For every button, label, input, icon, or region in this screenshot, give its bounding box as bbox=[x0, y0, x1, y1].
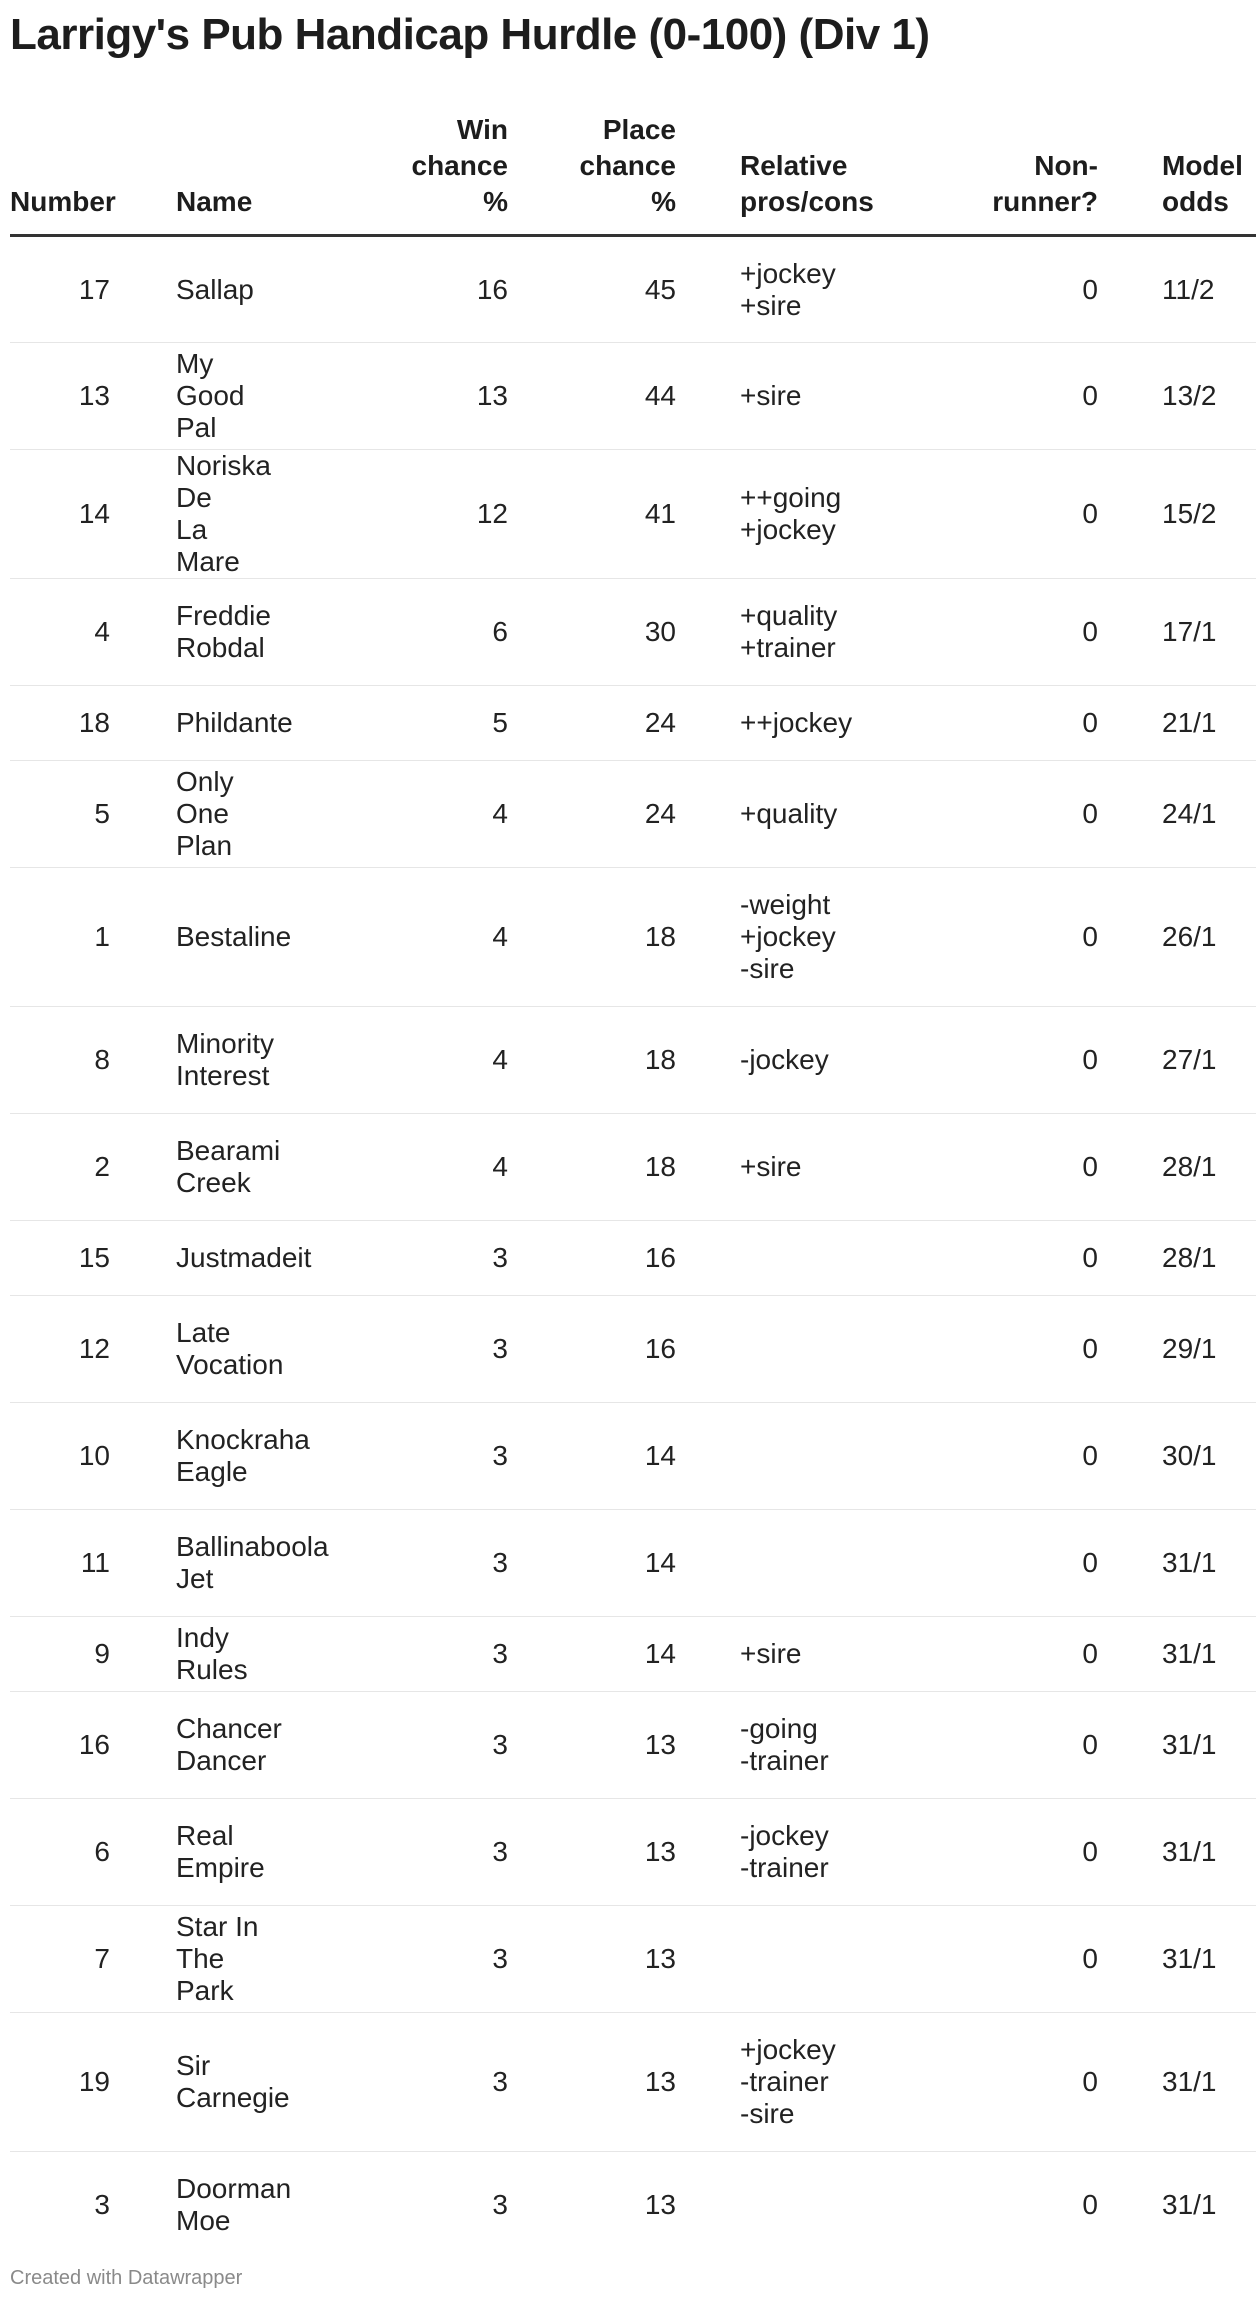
cell-odds: 13/2 bbox=[1098, 343, 1256, 450]
cell-number: 17 bbox=[10, 236, 130, 343]
cell-nonrunner: 0 bbox=[908, 1617, 1098, 1692]
table-row bbox=[10, 761, 1256, 868]
cell-pros: +quality bbox=[676, 761, 908, 868]
cell-number: 9 bbox=[10, 1617, 130, 1692]
cell-number: 19 bbox=[10, 2013, 130, 2152]
cell-name: Bearami Creek bbox=[130, 1114, 276, 1221]
cell-nonrunner: 0 bbox=[908, 579, 1098, 686]
table-row bbox=[10, 2152, 1256, 2259]
cell-odds: 28/1 bbox=[1098, 1221, 1256, 1296]
cell-name: Freddie Robdal bbox=[130, 579, 276, 686]
table-row bbox=[10, 343, 1256, 450]
col-header-place: Place chance % bbox=[508, 112, 676, 236]
cell-win: 4 bbox=[276, 868, 508, 1007]
cell-name: Sallap bbox=[130, 236, 276, 343]
cell-nonrunner: 0 bbox=[908, 686, 1098, 761]
cell-number: 13 bbox=[10, 343, 130, 450]
col-header-win: Win chance % bbox=[276, 112, 508, 236]
cell-nonrunner: 0 bbox=[908, 1114, 1098, 1221]
cell-pros: +sire bbox=[676, 1114, 908, 1221]
cell-place: 30 bbox=[508, 579, 676, 686]
cell-place: 24 bbox=[508, 686, 676, 761]
cell-name: Minority Interest bbox=[130, 1007, 276, 1114]
cell-place: 13 bbox=[508, 1799, 676, 1906]
results-table bbox=[10, 112, 1256, 2259]
cell-odds: 31/1 bbox=[1098, 1510, 1256, 1617]
cell-name: Doorman Moe bbox=[176, 2173, 292, 2237]
cell-pros: +jockey +sire bbox=[676, 236, 908, 343]
cell-odds: 31/1 bbox=[1098, 1692, 1256, 1799]
table-row bbox=[10, 450, 1256, 579]
cell-place: 18 bbox=[508, 868, 676, 1007]
cell-name: Ballinaboola Jet bbox=[130, 1510, 276, 1617]
cell-pros: +sire bbox=[676, 1617, 908, 1692]
cell-number: 11 bbox=[10, 1510, 130, 1617]
cell-pros: +quality +trainer bbox=[676, 579, 908, 686]
cell-pros: -jockey -trainer bbox=[676, 1799, 908, 1906]
cell-place: 16 bbox=[508, 1221, 676, 1296]
cell-nonrunner: 0 bbox=[908, 2013, 1098, 2152]
cell-win: 12 bbox=[276, 450, 508, 579]
cell-win: 3 bbox=[276, 2013, 508, 2152]
cell-nonrunner: 0 bbox=[908, 1510, 1098, 1617]
col-header-odds: Model odds bbox=[1098, 112, 1256, 236]
cell-place: 14 bbox=[508, 1510, 676, 1617]
cell-pros bbox=[676, 1510, 908, 1617]
table-row bbox=[10, 1221, 1256, 1296]
table-row bbox=[10, 1296, 1256, 1403]
cell-odds: 26/1 bbox=[1098, 868, 1256, 1007]
cell-name: Only One Plan bbox=[130, 761, 276, 868]
cell-win: 3 bbox=[276, 1799, 508, 1906]
cell-name: Indy Rules bbox=[130, 1617, 276, 1692]
cell-name: Bestaline bbox=[130, 868, 276, 1007]
cell-number: 12 bbox=[10, 1296, 130, 1403]
cell-pros bbox=[676, 1221, 908, 1296]
cell-odds: 28/1 bbox=[1098, 1114, 1256, 1221]
header-row bbox=[10, 112, 1256, 236]
col-header-nonrunner: Non- runner? bbox=[908, 112, 1098, 236]
cell-pros: +jockey -trainer -sire bbox=[676, 2013, 908, 2152]
table-row bbox=[10, 1617, 1256, 1692]
col-header-name: Name bbox=[130, 112, 276, 236]
cell-pros bbox=[676, 1296, 908, 1403]
cell-odds: 30/1 bbox=[1098, 1403, 1256, 1510]
table-title: Larrigy's Pub Handicap Hurdle (0-100) (Div 1) bbox=[10, 10, 930, 59]
cell-odds: 21/1 bbox=[1098, 686, 1256, 761]
table-row bbox=[10, 579, 1256, 686]
cell-name: Real Empire bbox=[130, 1799, 276, 1906]
cell-odds: 24/1 bbox=[1098, 761, 1256, 868]
cell-number: 18 bbox=[10, 686, 130, 761]
table-row bbox=[10, 236, 1256, 343]
cell-win: 3 bbox=[276, 1692, 508, 1799]
cell-win: 6 bbox=[276, 579, 508, 686]
cell-pros: ++jockey bbox=[676, 686, 908, 761]
cell-win: 3 bbox=[276, 1510, 508, 1617]
cell-nonrunner: 0 bbox=[908, 1403, 1098, 1510]
cell-odds: 29/1 bbox=[1098, 1296, 1256, 1403]
cell-nonrunner: 0 bbox=[908, 868, 1098, 1007]
cell-number: 1 bbox=[10, 868, 130, 1007]
cell-name: Noriska De La Mare bbox=[130, 450, 276, 579]
cell-place: 16 bbox=[508, 1296, 676, 1403]
col-header-pros: Relative pros/cons bbox=[676, 112, 908, 236]
cell-number: 14 bbox=[10, 450, 130, 579]
cell-number: 10 bbox=[10, 1403, 130, 1510]
col-header-number: Number bbox=[10, 112, 130, 236]
cell-pros: -going -trainer bbox=[676, 1692, 908, 1799]
table-body bbox=[10, 236, 1256, 2259]
cell-name: My Good Pal bbox=[130, 343, 276, 450]
cell-place: 14 bbox=[508, 1617, 676, 1692]
cell-name: Knockraha Eagle bbox=[130, 1403, 276, 1510]
cell-odds: 27/1 bbox=[1098, 1007, 1256, 1114]
cell-odds: 17/1 bbox=[1098, 579, 1256, 686]
cell-number: 15 bbox=[10, 1221, 130, 1296]
cell-number: 4 bbox=[10, 579, 130, 686]
cell-pros bbox=[676, 1906, 908, 2013]
cell-pros: +sire bbox=[676, 343, 908, 450]
cell-odds: 15/2 bbox=[1098, 450, 1256, 579]
cell-pros: -weight +jockey -sire bbox=[676, 868, 908, 1007]
cell-win: 3 bbox=[492, 2189, 508, 2221]
cell-name: Star In The Park bbox=[130, 1906, 276, 2013]
cell-win: 3 bbox=[276, 1403, 508, 1510]
cell-number: 2 bbox=[10, 1114, 130, 1221]
table-row bbox=[10, 868, 1256, 1007]
cell-win: 3 bbox=[276, 1617, 508, 1692]
table-row bbox=[10, 1007, 1256, 1114]
cell-place: 18 bbox=[508, 1007, 676, 1114]
table-row bbox=[10, 1906, 1256, 2013]
cell-nonrunner: 0 bbox=[908, 450, 1098, 579]
cell-nonrunner: 0 bbox=[908, 343, 1098, 450]
table-row bbox=[10, 1114, 1256, 1221]
cell-nonrunner: 0 bbox=[908, 1221, 1098, 1296]
cell-nonrunner: 0 bbox=[908, 1692, 1098, 1799]
cell-name: Phildante bbox=[130, 686, 276, 761]
footer-credit: Created with Datawrapper bbox=[10, 2267, 243, 2289]
cell-number: 6 bbox=[10, 1799, 130, 1906]
cell-win: 4 bbox=[276, 761, 508, 868]
cell-place: 14 bbox=[508, 1403, 676, 1510]
cell-name: Late Vocation bbox=[130, 1296, 276, 1403]
cell-pros: -jockey bbox=[676, 1007, 908, 1114]
cell-odds: 31/1 bbox=[1162, 2189, 1217, 2221]
cell-nonrunner: 0 bbox=[908, 1799, 1098, 1906]
cell-win: 4 bbox=[276, 1007, 508, 1114]
cell-place: 45 bbox=[508, 236, 676, 343]
cell-nonrunner: 0 bbox=[908, 1007, 1098, 1114]
cell-place: 24 bbox=[508, 761, 676, 868]
cell-odds: 31/1 bbox=[1098, 1617, 1256, 1692]
cell-pros: ++going +jockey bbox=[676, 450, 908, 579]
cell-odds: 31/1 bbox=[1098, 2013, 1256, 2152]
cell-number: 16 bbox=[10, 1692, 130, 1799]
cell-pros bbox=[676, 2152, 908, 2259]
cell-place: 44 bbox=[508, 343, 676, 450]
cell-win: 3 bbox=[276, 1906, 508, 2013]
cell-name: Sir Carnegie bbox=[130, 2013, 276, 2152]
cell-win: 3 bbox=[276, 1296, 508, 1403]
cell-number: 8 bbox=[10, 1007, 130, 1114]
cell-place: 13 bbox=[508, 1692, 676, 1799]
cell-win: 16 bbox=[276, 236, 508, 343]
table-row bbox=[10, 1692, 1256, 1799]
table-row bbox=[10, 2013, 1256, 2152]
cell-nonrunner: 0 bbox=[908, 1906, 1098, 2013]
cell-pros bbox=[676, 1403, 908, 1510]
cell-odds: 31/1 bbox=[1098, 1906, 1256, 2013]
cell-odds: 31/1 bbox=[1098, 1799, 1256, 1906]
cell-nonrunner: 0 bbox=[908, 236, 1098, 343]
cell-odds: 11/2 bbox=[1098, 236, 1256, 343]
table-row bbox=[10, 686, 1256, 761]
table-row bbox=[10, 1799, 1256, 1906]
table-row bbox=[10, 1510, 1256, 1617]
cell-nonrunner: 0 bbox=[908, 761, 1098, 868]
cell-nonrunner: 0 bbox=[1082, 2189, 1098, 2221]
cell-name: Chancer Dancer bbox=[130, 1692, 276, 1799]
cell-win: 5 bbox=[276, 686, 508, 761]
table-row bbox=[10, 1403, 1256, 1510]
cell-name: Justmadeit bbox=[130, 1221, 276, 1296]
cell-number: 7 bbox=[10, 1906, 130, 2013]
cell-win: 13 bbox=[276, 343, 508, 450]
cell-nonrunner: 0 bbox=[908, 1296, 1098, 1403]
cell-win: 4 bbox=[276, 1114, 508, 1221]
cell-place: 13 bbox=[644, 2189, 676, 2221]
cell-place: 13 bbox=[508, 2013, 676, 2152]
cell-number: 3 bbox=[94, 2189, 110, 2221]
cell-place: 41 bbox=[508, 450, 676, 579]
cell-number: 5 bbox=[10, 761, 130, 868]
cell-place: 13 bbox=[508, 1906, 676, 2013]
cell-win: 3 bbox=[276, 1221, 508, 1296]
cell-place: 18 bbox=[508, 1114, 676, 1221]
